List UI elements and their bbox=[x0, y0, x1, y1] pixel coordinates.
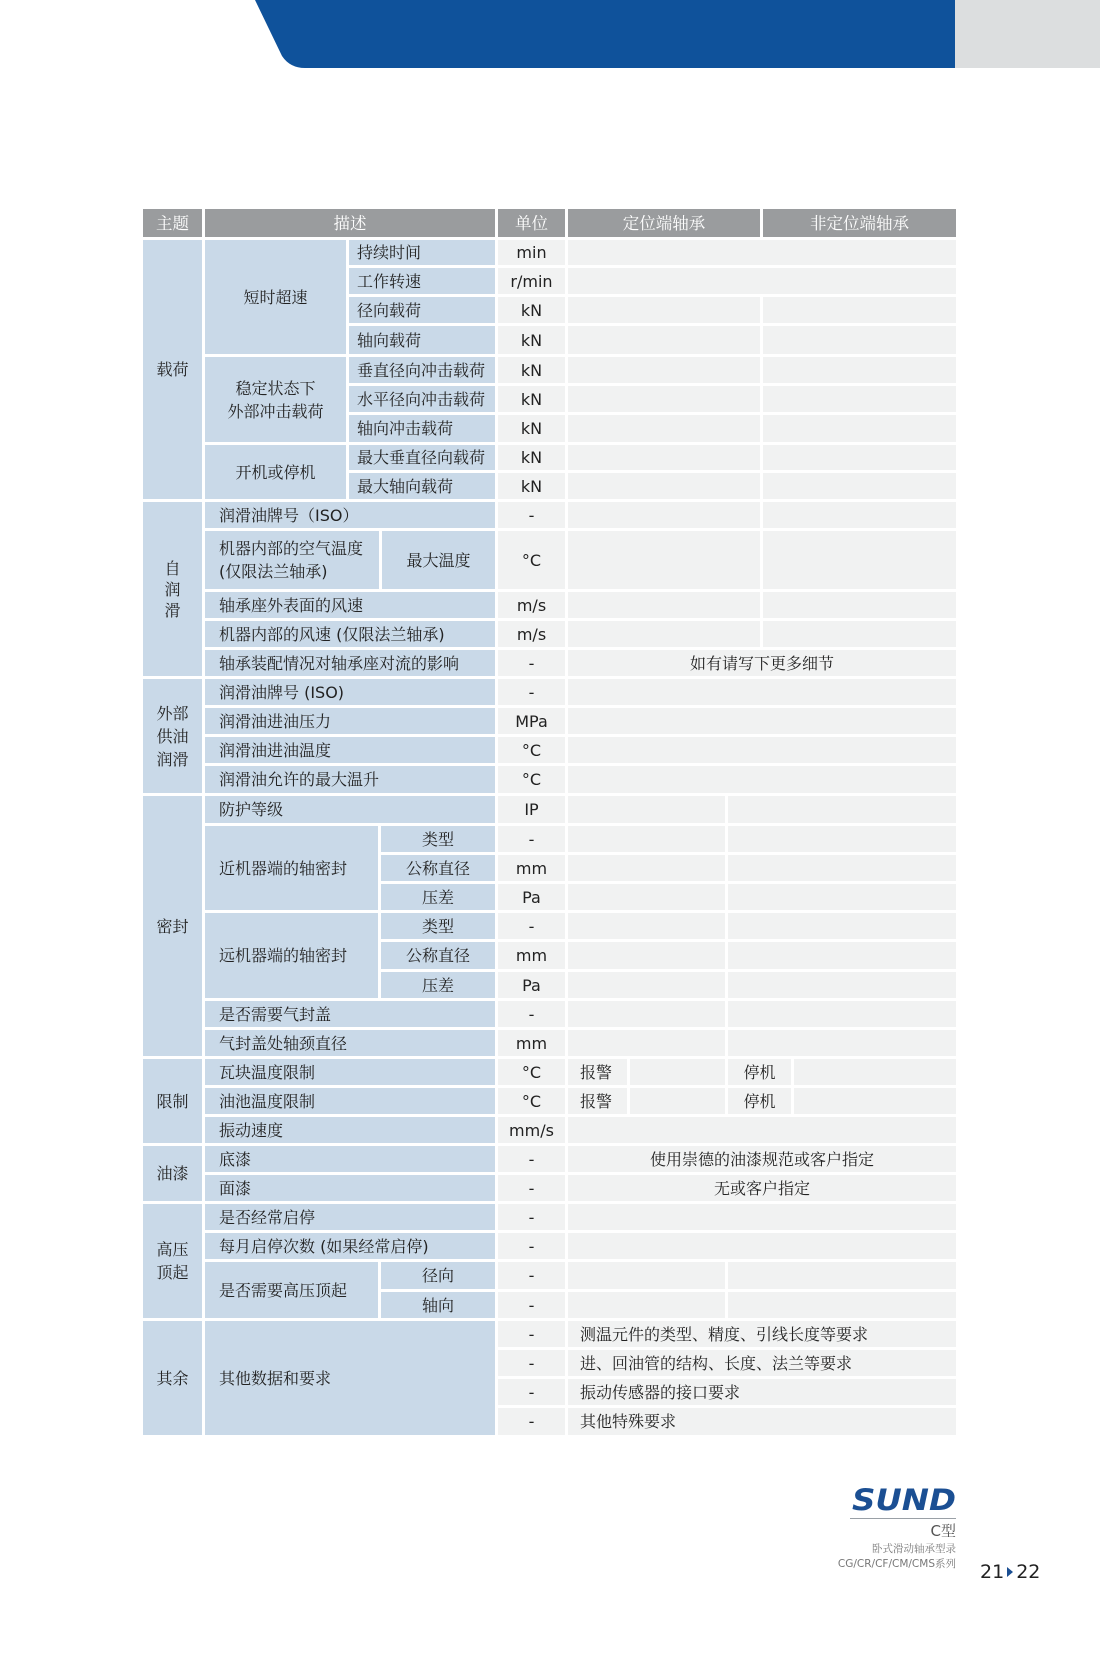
label-sump-temp: 油池温度限制 bbox=[205, 1088, 495, 1114]
unit-near-type: - bbox=[498, 826, 565, 852]
value-near-dia-locating bbox=[568, 855, 725, 881]
group-steady-shock bbox=[205, 357, 346, 442]
value-max-vert-radial-locating bbox=[568, 445, 760, 470]
value-far-type-locating bbox=[568, 913, 725, 939]
value-near-type-locating bbox=[568, 826, 725, 852]
unit-jacking-axial: - bbox=[498, 1292, 565, 1318]
value-inlet-temp bbox=[568, 737, 956, 763]
header-desc: 描述 bbox=[205, 209, 495, 237]
self-lube-char3: 滑 bbox=[164, 600, 181, 620]
steady-shock-line2: 外部冲击载荷 bbox=[227, 401, 324, 421]
label-primer: 底漆 bbox=[205, 1146, 495, 1172]
unit-ext-oil-grade: - bbox=[498, 679, 565, 705]
topic-other: 其余 bbox=[143, 1321, 202, 1435]
ext-lube-line3: 润滑 bbox=[156, 749, 189, 769]
value-topcoat-note: 无或客户指定 bbox=[568, 1175, 956, 1201]
label-near-dia: 公称直径 bbox=[381, 855, 495, 881]
value-ext-oil-grade bbox=[568, 679, 956, 705]
label-ext-oil-grade: 润滑油牌号 (ISO) bbox=[205, 679, 495, 705]
value-air-cover-locating bbox=[568, 1001, 725, 1027]
value-axial-shock-nonlocating bbox=[763, 415, 956, 442]
value-max-temp-nonlocating bbox=[763, 531, 956, 589]
value-other-item-3: 振动传感器的接口要求 bbox=[568, 1379, 956, 1405]
unit-vert-radial-shock: kN bbox=[498, 357, 565, 383]
value-max-temp-locating bbox=[568, 531, 760, 589]
value-inner-wind-nonlocating bbox=[763, 621, 956, 647]
label-near-seal: 近机器端的轴密封 bbox=[205, 826, 378, 910]
unit-inlet-temp: °C bbox=[498, 737, 565, 763]
value-air-cover-nonlocating bbox=[728, 1001, 956, 1027]
header-nonlocating: 非定位端轴承 bbox=[763, 209, 956, 237]
value-journal-dia-locating bbox=[568, 1030, 725, 1056]
jacking-line2: 顶起 bbox=[156, 1263, 189, 1282]
unit-max-vert-radial: kN bbox=[498, 445, 565, 470]
value-journal-dia-nonlocating bbox=[728, 1030, 956, 1056]
header-topic: 主题 bbox=[143, 209, 202, 237]
jacking-line1: 高压 bbox=[156, 1240, 189, 1259]
label-max-rise: 润滑油允许的最大温升 bbox=[205, 766, 495, 793]
value-monthly bbox=[568, 1233, 956, 1259]
unit-jacking-radial: - bbox=[498, 1262, 565, 1289]
unit-inlet-pressure: MPa bbox=[498, 708, 565, 734]
label-axial-shock: 轴向冲击载荷 bbox=[349, 415, 495, 442]
value-primer-note: 使用崇德的油漆规范或客户指定 bbox=[568, 1146, 956, 1172]
topic-paint: 油漆 bbox=[143, 1146, 202, 1201]
value-vert-radial-shock-nonlocating bbox=[763, 357, 956, 383]
label-near-pressure: 压差 bbox=[381, 884, 495, 910]
label-need-jacking: 是否需要高压顶起 bbox=[205, 1262, 378, 1318]
value-vert-radial-shock-locating bbox=[568, 357, 760, 383]
value-jacking-axial-nonlocating bbox=[728, 1292, 956, 1318]
label-work-speed: 工作转速 bbox=[349, 268, 495, 294]
label-vibration: 振动速度 bbox=[205, 1117, 495, 1143]
topic-self-lube bbox=[143, 502, 202, 676]
ext-lube-line2: 供油 bbox=[156, 726, 189, 746]
air-temp-line1: 机器内部的空气温度 bbox=[219, 539, 364, 558]
value-jacking-radial-locating bbox=[568, 1262, 725, 1289]
value-self-oil-grade-locating bbox=[568, 502, 760, 528]
footer-series: CG/CR/CF/CM/CMS系列 bbox=[837, 1558, 956, 1570]
ext-lube-line1: 外部 bbox=[156, 703, 189, 723]
value-max-rise bbox=[568, 766, 956, 793]
label-air-temp bbox=[205, 531, 379, 589]
value-frequent bbox=[568, 1204, 956, 1230]
label-far-seal: 远机器端的轴密封 bbox=[205, 913, 378, 998]
value-jacking-axial-locating bbox=[568, 1292, 725, 1318]
value-far-pressure-locating bbox=[568, 972, 725, 998]
label-pad-temp: 瓦块温度限制 bbox=[205, 1059, 495, 1085]
value-convection-note: 如有请写下更多细节 bbox=[568, 650, 956, 676]
unit-air-cover: - bbox=[498, 1001, 565, 1027]
topic-jacking bbox=[143, 1204, 202, 1318]
page-arrow-icon bbox=[1007, 1567, 1013, 1577]
page-left: 21 bbox=[980, 1561, 1005, 1583]
value-jacking-radial-nonlocating bbox=[728, 1262, 956, 1289]
unit-other-2: - bbox=[498, 1350, 565, 1376]
unit-frequent: - bbox=[498, 1204, 565, 1230]
unit-housing-wind: m/s bbox=[498, 592, 565, 618]
unit-journal-dia: mm bbox=[498, 1030, 565, 1056]
unit-far-dia: mm bbox=[498, 942, 565, 969]
label-far-dia: 公称直径 bbox=[381, 942, 495, 969]
value-horiz-radial-shock-nonlocating bbox=[763, 386, 956, 412]
label-jacking-axial: 轴向 bbox=[381, 1292, 495, 1318]
unit-self-oil-grade: - bbox=[498, 502, 565, 528]
value-sump-temp-shutdown bbox=[794, 1088, 956, 1114]
value-vibration bbox=[568, 1117, 956, 1143]
header-unit: 单位 bbox=[498, 209, 565, 237]
value-inlet-pressure bbox=[568, 708, 956, 734]
unit-inner-wind: m/s bbox=[498, 621, 565, 647]
label-inlet-pressure: 润滑油进油压力 bbox=[205, 708, 495, 734]
unit-vibration: mm/s bbox=[498, 1117, 565, 1143]
label-housing-wind: 轴承座外表面的风速 bbox=[205, 592, 495, 618]
air-temp-line2: (仅限法兰轴承) bbox=[219, 562, 328, 581]
value-sump-temp-alarm bbox=[630, 1088, 725, 1114]
value-axial-shock-locating bbox=[568, 415, 760, 442]
unit-sump-temp: °C bbox=[498, 1088, 565, 1114]
footer-model: C型 bbox=[930, 1522, 956, 1540]
value-housing-wind-locating bbox=[568, 592, 760, 618]
label-far-pressure: 压差 bbox=[381, 972, 495, 998]
label-axial-load: 轴向载荷 bbox=[349, 326, 495, 354]
unit-other-1: - bbox=[498, 1321, 565, 1347]
header-locating: 定位端轴承 bbox=[568, 209, 760, 237]
unit-far-type: - bbox=[498, 913, 565, 939]
unit-other-3: - bbox=[498, 1379, 565, 1405]
unit-max-temp: °C bbox=[498, 531, 565, 589]
unit-primer: - bbox=[498, 1146, 565, 1172]
unit-near-dia: mm bbox=[498, 855, 565, 881]
value-far-dia-nonlocating bbox=[728, 942, 956, 969]
value-near-pressure-locating bbox=[568, 884, 725, 910]
self-lube-char2: 润 bbox=[164, 579, 181, 599]
unit-near-pressure: Pa bbox=[498, 884, 565, 910]
label-air-cover: 是否需要气封盖 bbox=[205, 1001, 495, 1027]
unit-convection: - bbox=[498, 650, 565, 676]
label-inner-wind: 机器内部的风速 (仅限法兰轴承) bbox=[205, 621, 495, 647]
value-other-item-1: 测温元件的类型、精度、引线长度等要求 bbox=[568, 1321, 956, 1347]
label-topcoat: 面漆 bbox=[205, 1175, 495, 1201]
value-near-type-nonlocating bbox=[728, 826, 956, 852]
value-other-item-4: 其他特殊要求 bbox=[568, 1408, 956, 1435]
value-near-dia-nonlocating bbox=[728, 855, 956, 881]
unit-axial-shock: kN bbox=[498, 415, 565, 442]
value-pad-temp-shutdown bbox=[794, 1059, 956, 1085]
group-short-overspeed: 短时超速 bbox=[205, 240, 346, 354]
unit-axial-load: kN bbox=[498, 326, 565, 354]
value-pad-temp-alarm bbox=[630, 1059, 725, 1085]
label-max-axial: 最大轴向载荷 bbox=[349, 473, 495, 499]
footer-divider bbox=[850, 1518, 956, 1519]
sund-logo-text: SUND bbox=[852, 1484, 956, 1514]
value-protection-nonlocating bbox=[728, 796, 956, 823]
sund-logo bbox=[852, 1484, 958, 1514]
group-start-stop: 开机或停机 bbox=[205, 445, 346, 499]
unit-max-axial: kN bbox=[498, 473, 565, 499]
value-protection-locating bbox=[568, 796, 725, 823]
label-radial-load: 径向载荷 bbox=[349, 297, 495, 323]
value-max-vert-radial-nonlocating bbox=[763, 445, 956, 470]
label-self-oil-grade: 润滑油牌号（ISO） bbox=[205, 502, 495, 528]
label-monthly: 每月启停次数 (如果经常启停) bbox=[205, 1233, 495, 1259]
topic-seal: 密封 bbox=[143, 796, 202, 1056]
label-far-type: 类型 bbox=[381, 913, 495, 939]
value-inner-wind-locating bbox=[568, 621, 760, 647]
label-frequent: 是否经常启停 bbox=[205, 1204, 495, 1230]
pad-temp-alarm-label: 报警 bbox=[568, 1059, 627, 1085]
label-jacking-radial: 径向 bbox=[381, 1262, 495, 1289]
unit-pad-temp: °C bbox=[498, 1059, 565, 1085]
label-near-type: 类型 bbox=[381, 826, 495, 852]
label-protection: 防护等级 bbox=[205, 796, 495, 823]
value-horiz-radial-shock-locating bbox=[568, 386, 760, 412]
pad-temp-shutdown-label: 停机 bbox=[728, 1059, 791, 1085]
value-axial-load-locating bbox=[568, 326, 760, 354]
value-far-type-nonlocating bbox=[728, 913, 956, 939]
value-self-oil-grade-nonlocating bbox=[763, 502, 956, 528]
topic-ext-lube bbox=[143, 679, 202, 793]
page-right: 22 bbox=[1016, 1561, 1041, 1583]
value-near-pressure-nonlocating bbox=[728, 884, 956, 910]
label-max-temp: 最大温度 bbox=[382, 531, 495, 589]
unit-other-4: - bbox=[498, 1408, 565, 1435]
unit-duration: min bbox=[498, 240, 565, 265]
label-convection: 轴承装配情况对轴承座对流的影响 bbox=[205, 650, 495, 676]
value-far-dia-locating bbox=[568, 942, 725, 969]
self-lube-char1: 自 bbox=[164, 558, 181, 578]
unit-topcoat: - bbox=[498, 1175, 565, 1201]
unit-horiz-radial-shock: kN bbox=[498, 386, 565, 412]
topic-load: 载荷 bbox=[143, 240, 202, 499]
label-horiz-radial-shock: 水平径向冲击载荷 bbox=[349, 386, 495, 412]
value-max-axial-nonlocating bbox=[763, 473, 956, 499]
label-inlet-temp: 润滑油进油温度 bbox=[205, 737, 495, 763]
unit-max-rise: °C bbox=[498, 766, 565, 793]
label-other-desc: 其他数据和要求 bbox=[205, 1321, 495, 1435]
label-duration: 持续时间 bbox=[349, 240, 495, 265]
page-numbers bbox=[980, 1561, 1040, 1583]
value-housing-wind-nonlocating bbox=[763, 592, 956, 618]
label-max-vert-radial: 最大垂直径向载荷 bbox=[349, 445, 495, 470]
steady-shock-line1: 稳定状态下 bbox=[235, 378, 316, 398]
value-work-speed bbox=[568, 268, 956, 294]
sump-temp-shutdown-label: 停机 bbox=[728, 1088, 791, 1114]
value-axial-load-nonlocating bbox=[763, 326, 956, 354]
value-far-pressure-nonlocating bbox=[728, 972, 956, 998]
footer-subtitle: 卧式滑动轴承型录 bbox=[872, 1543, 956, 1555]
unit-far-pressure: Pa bbox=[498, 972, 565, 998]
value-max-axial-locating bbox=[568, 473, 760, 499]
unit-work-speed: r/min bbox=[498, 268, 565, 294]
value-duration bbox=[568, 240, 956, 265]
unit-protection: IP bbox=[498, 796, 565, 823]
topic-limit: 限制 bbox=[143, 1059, 202, 1143]
value-other-item-2: 进、回油管的结构、长度、法兰等要求 bbox=[568, 1350, 956, 1376]
label-journal-dia: 气封盖处轴颈直径 bbox=[205, 1030, 495, 1056]
value-radial-load-locating bbox=[568, 297, 760, 323]
label-vert-radial-shock: 垂直径向冲击载荷 bbox=[349, 357, 495, 383]
unit-monthly: - bbox=[498, 1233, 565, 1259]
value-radial-load-nonlocating bbox=[763, 297, 956, 323]
unit-radial-load: kN bbox=[498, 297, 565, 323]
sump-temp-alarm-label: 报警 bbox=[568, 1088, 627, 1114]
